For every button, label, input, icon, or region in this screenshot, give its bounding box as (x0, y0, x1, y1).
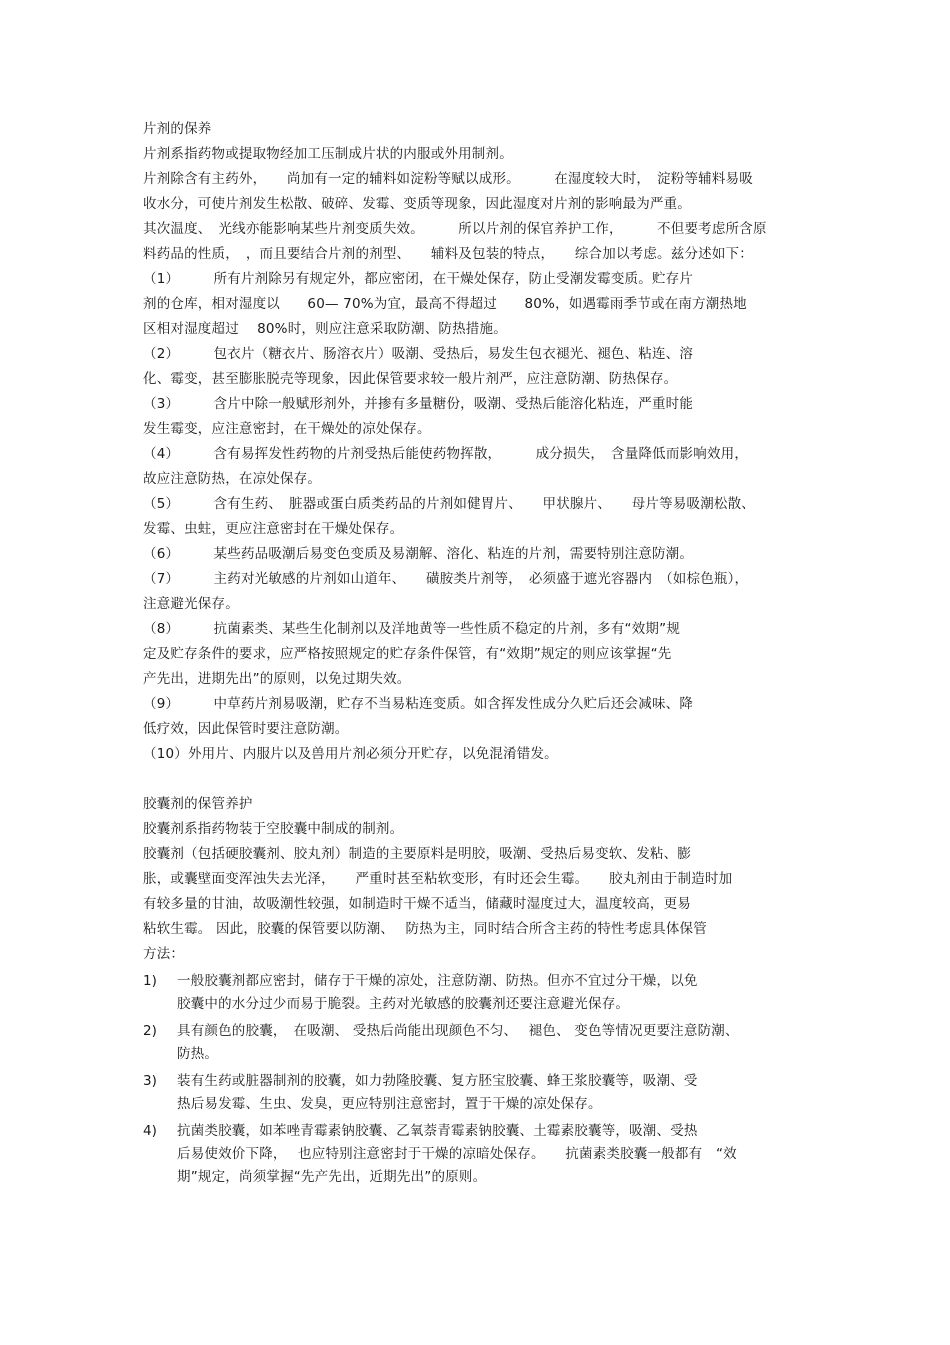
list-item-line: （2） 包衣片（糖衣片、肠溶衣片）吸潮、受热后，易发生包衣褪光、褪色、粘连、溶 (143, 346, 694, 362)
section-title-capsule: 胶囊剂的保管养护 (143, 796, 253, 812)
paragraph-line: 胶囊剂（包括硬胶囊剂、胶丸剂）制造的主要原料是明胶，吸潮、受热后易变软、发粘、膨 (143, 846, 691, 862)
paragraph-line: 有较多量的甘油，故吸潮性较强，如制造时干燥不适当，储藏时湿度过大，温度较高，更易 (143, 896, 691, 912)
list-item-line: 故应注意防热，在凉处保存。 (143, 471, 322, 487)
list-item-line: 产先出，进期先出”的原则，以免过期失效。 (143, 671, 411, 687)
list-item-line: 发生霉变，应注意密封，在干燥处的凉处保存。 (143, 421, 431, 437)
list-item-line: 低疗效，因此保管时要注意防潮。 (143, 721, 349, 737)
paragraph-line: 料药品的性质， ，而且要结合片剂的剂型、 辅料及包装的特点， 综合加以考虑。兹分述如下： (143, 246, 753, 262)
list-item-line: 一般胶囊剂都应密封，储存于干燥的凉处，注意防潮、防热。但亦不宜过分干燥，以免 (177, 973, 698, 989)
list-item-line: （3） 含片中除一般赋形剂外，并掺有多量糖份，吸潮、受热后能溶化粘连，严重时能 (143, 396, 694, 412)
list-item-line: 剂的仓库，相对湿度以 60— 70%为宜，最高不得超过 80%，如遇霉雨季节或在南方潮热地 (143, 296, 747, 312)
paragraph-line: 片剂除含有主药外， 尚加有一定的辅料如淀粉等赋以成形。 在湿度较大时， 淀粉等辅料易吸 (143, 171, 753, 187)
list-item-line: （5） 含有生药、 脏器或蛋白质类药品的片剂如健胃片、 甲状腺片、 母片等易吸潮松散、 (143, 496, 755, 512)
list-item-line: 后易使效价下降， 也应特别注意密封于干燥的凉暗处保存。 抗菌素类胶囊一般都有 “效 (177, 1146, 737, 1162)
section-title-tablet: 片剂的保养 (143, 121, 212, 137)
list-item-line: 装有生药或脏器制剂的胶囊，如力勃隆胶囊、复方胚宝胶囊、蜂王浆胶囊等，吸潮、受 (177, 1073, 698, 1089)
paragraph-line: 收水分，可使片剂发生松散、破碎、发霉、变质等现象，因此湿度对片剂的影响最为严重。 (143, 196, 691, 212)
paragraph-line: 胶囊剂系指药物装于空胶囊中制成的制剂。 (143, 821, 404, 837)
list-item-line: 注意避光保存。 (143, 596, 239, 612)
list-item-number: 1) (143, 973, 157, 989)
list-item-line: 抗菌类胶囊，如苯唑青霉素钠胶囊、乙氧萘青霉素钠胶囊、土霉素胶囊等，吸潮、受热 (177, 1123, 698, 1139)
list-item-line: 热后易发霉、生虫、发臭，更应特别注意密封，置于干燥的凉处保存。 (177, 1096, 602, 1112)
list-item-number: 2) (143, 1023, 157, 1039)
list-item-line: 具有颜色的胶囊， 在吸潮、 受热后尚能出现颜色不匀、 褪色、 变色等情况更要注意防潮、 (177, 1023, 739, 1039)
list-item-number: 4) (143, 1123, 157, 1139)
paragraph-line: 其次温度、 光线亦能影响某些片剂变质失效。 所以片剂的保官养护工作， 不但要考虑所含原 (143, 221, 767, 237)
list-item-line: （10）外用片、内服片以及兽用片剂必须分开贮存，以免混淆错发。 (143, 746, 558, 762)
list-item-number: 3) (143, 1073, 157, 1089)
list-item-line: （8） 抗菌素类、某些生化制剂以及洋地黄等一些性质不稳定的片剂，多有“效期”规 (143, 621, 681, 637)
list-item-line: 防热。 (177, 1046, 219, 1062)
list-item-line: （1） 所有片剂除另有规定外，都应密闭，在干燥处保存，防止受潮发霉变质。贮存片 (143, 271, 694, 287)
list-item-line: 胶囊中的水分过少而易于脆裂。主药对光敏感的胶囊剂还要注意避光保存。 (177, 996, 630, 1012)
list-item-line: 区相对湿度超过 80%时，则应注意采取防潮、防热措施。 (143, 321, 507, 337)
paragraph-line: 片剂系指药物或提取物经加工压制成片状的内服或外用制剂。 (143, 146, 513, 162)
list-item-line: 发霉、虫蛀，更应注意密封在干燥处保存。 (143, 521, 404, 537)
list-item-line: （4） 含有易挥发性药物的片剂受热后能使药物挥散， 成分损失， 含量降低而影响效用， (143, 446, 749, 462)
list-item-line: 期”规定，尚须掌握“先产先出，近期先出”的原则。 (177, 1169, 487, 1185)
paragraph-line: 粘软生霉。 因此，胶囊的保管要以防潮、 防热为主，同时结合所含主药的特性考虑具体保管 (143, 921, 707, 937)
paragraph-line: 胀，或囊壁面变浑浊失去光泽， 严重时甚至粘软变形，有时还会生霉。 胶丸剂由于制造时加 (143, 871, 733, 887)
list-item-line: （6） 某些药品吸潮后易变色变质及易潮解、溶化、粘连的片剂，需要特别注意防潮。 (143, 546, 694, 562)
list-item-line: 化、霉变，甚至膨胀脱壳等现象，因此保管要求较一般片剂严，应注意防潮、防热保存。 (143, 371, 678, 387)
list-item-line: （9） 中草药片剂易吸潮，贮存不当易粘连变质。如含挥发性成分久贮后还会减味、降 (143, 696, 694, 712)
list-item-line: 定及贮存条件的要求，应严格按照规定的贮存条件保管，有“效期”规定的则应该掌握“先 (143, 646, 672, 662)
list-item-line: （7） 主药对光敏感的片剂如山道年、 磺胺类片剂等， 必须盛于遮光容器内 （如棕色瓶）， (143, 571, 749, 587)
paragraph-line: 方法： (143, 946, 185, 962)
